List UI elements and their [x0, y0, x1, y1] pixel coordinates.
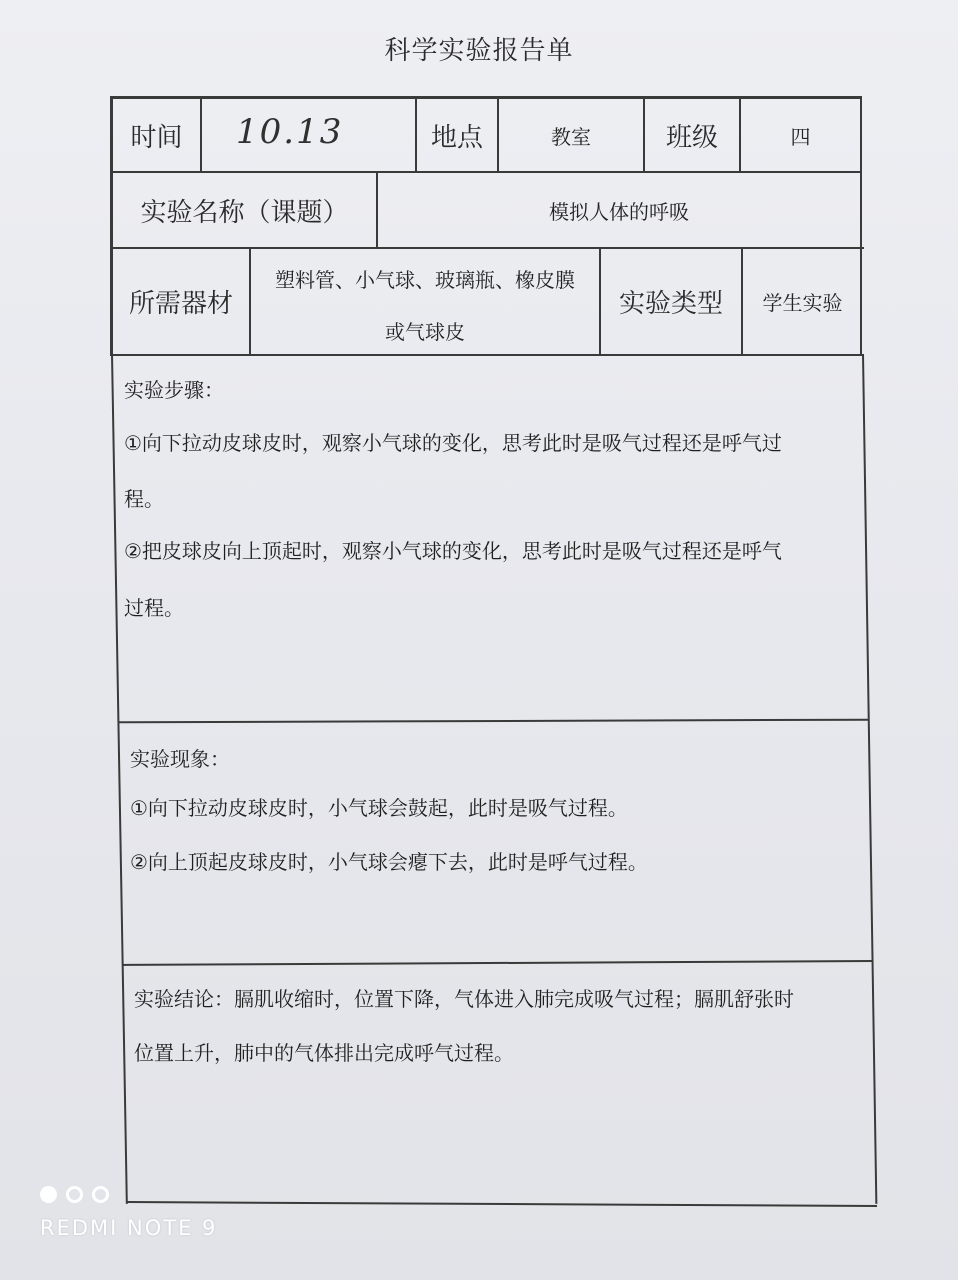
watermark-text: REDMI NOTE 9: [40, 1216, 218, 1240]
time-value: 10.13: [236, 112, 344, 152]
experiment-name-value: 模拟人体的呼吸: [549, 199, 689, 224]
materials-line-2: 或气球皮: [385, 319, 465, 344]
step-1-line-2: 程。: [124, 487, 164, 511]
watermark-dot: [92, 1186, 109, 1203]
watermark-dot: [40, 1186, 57, 1203]
document-title: 科学实验报告单: [384, 36, 574, 66]
watermark-dots: [40, 1186, 217, 1203]
materials-label: 所需器材: [128, 289, 233, 319]
phenomena-item-2: ②向上顶起皮球皮时，小气球会瘪下去，此时是呼气过程。: [130, 850, 648, 874]
experiment-type-label: 实验类型: [618, 289, 723, 319]
conclusion-line-2: 位置上升，肺中的气体排出完成呼气过程。: [134, 1041, 514, 1065]
class-label: 班级: [665, 122, 718, 153]
grid-line: [127, 1201, 877, 1207]
grid-line: [111, 354, 128, 1204]
experiment-type-value: 学生实验: [762, 291, 843, 315]
grid-line: [200, 96, 202, 172]
grid-line: [118, 719, 868, 724]
class-value: 四: [790, 124, 811, 149]
step-2-line-1: ②把皮球皮向上顶起时，观察小气球的变化，思考此时是吸气过程还是呼气: [124, 539, 782, 563]
place-label: 地点: [430, 122, 483, 153]
phenomena-heading: 实验现象：: [130, 747, 230, 771]
camera-watermark: [40, 1186, 217, 1240]
steps-heading: 实验步骤：: [124, 378, 224, 402]
experiment-name-label: 实验名称（课题）: [140, 197, 349, 228]
grid-line: [862, 354, 877, 1204]
watermark-dot: [66, 1186, 83, 1203]
phenomena-item-1: ①向下拉动皮球皮时，小气球会鼓起，此时是吸气过程。: [130, 796, 628, 820]
grid-line: [122, 960, 872, 966]
conclusion-line-1: 实验结论：膈肌收缩时，位置下降，气体进入肺完成吸气过程；膈肌舒张时: [134, 987, 794, 1011]
time-label: 时间: [130, 122, 183, 153]
place-value: 教室: [551, 124, 591, 149]
materials-value: [251, 249, 599, 354]
materials-line-1: 塑料管、小气球、玻璃瓶、橡皮膜: [275, 267, 575, 292]
step-2-line-2: 过程。: [124, 596, 184, 620]
grid-line: [112, 354, 864, 356]
step-1-line-1: ①向下拉动皮球皮时，观察小气球的变化，思考此时是吸气过程还是呼气过: [124, 431, 782, 455]
